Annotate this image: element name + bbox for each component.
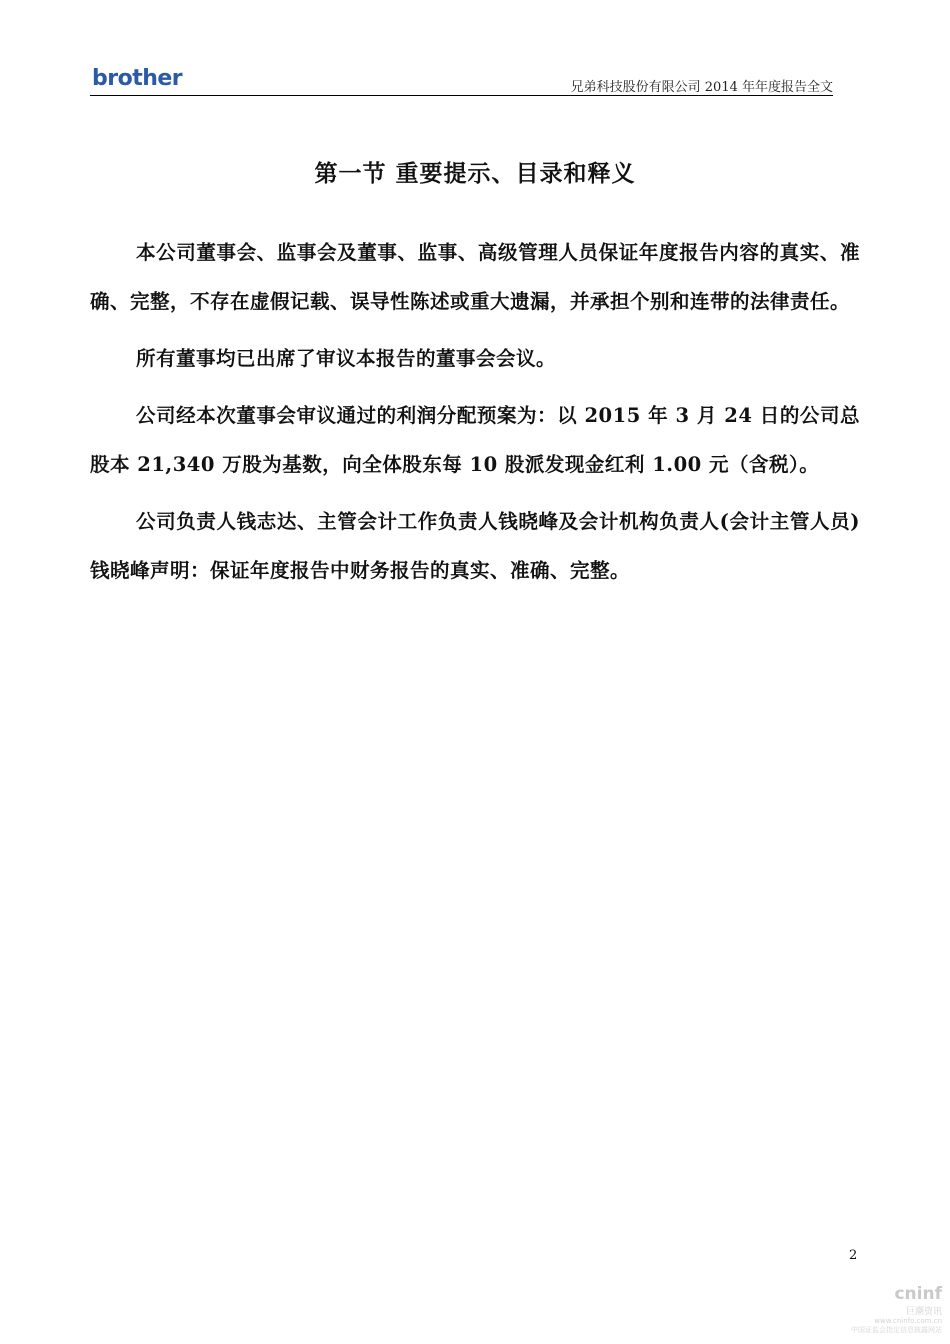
paragraph-board-guarantee: 本公司董事会、监事会及董事、监事、高级管理人员保证年度报告内容的真实、准确、完整，不存在虚假记载、误导性陈述或重大遗漏，并承担个别和连带的法律责任。 [90,241,860,313]
paragraph-responsible-persons: 公司负责人钱志达、主管会计工作负责人钱晓峰及会计机构负责人(会计主管人员)钱晓峰声明：保证年度报告中财务报告的真实、准确、完整。 [90,510,861,582]
section-title: 第一节 重要提示、目录和释义 [314,160,636,187]
page-number: 2 [849,1248,858,1263]
brother-logo: brother [92,66,183,91]
watermark-line: 中国证监会指定信息披露网站 [851,1326,942,1334]
page-header [90,64,833,96]
paragraph-directors-attendance: 所有董事均已出席了审议本报告的董事会会议。 [136,347,557,370]
watermark-name: 巨潮资讯 [905,1307,942,1317]
section-body [90,228,860,603]
watermark-logo: cninf [894,1284,942,1304]
header-divider [90,95,833,96]
watermark-url: www.cninfo.com.cn [874,1317,942,1325]
document-title: 兄弟科技股份有限公司 2014 年年度报告全文 [570,80,833,95]
cninfo-watermark [822,1268,942,1338]
paragraph-profit-distribution: 公司经本次董事会审议通过的利润分配预案为：以 2015 年 3 月 24 日的公司总股本 21,340 万股为基数，向全体股东每 10 股派发现金红利 1.00 元（含税）。 [90,404,860,476]
